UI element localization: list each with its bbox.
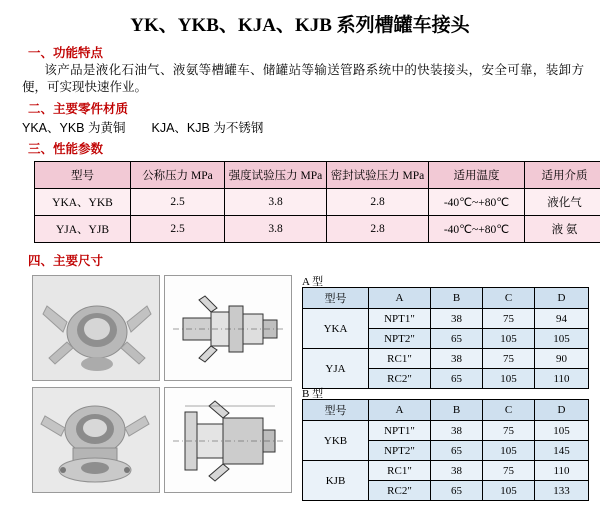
dimension-a-col-4: D	[535, 288, 589, 309]
dimension-b-r1-c4: 145	[535, 441, 589, 461]
performance-r1-c3: 2.8	[327, 216, 429, 243]
dimension-a-r2-c0: YJA	[303, 349, 369, 389]
section-heading-dimensions: 四、主要尺寸	[28, 254, 104, 268]
performance-r1-c0: YJA、YJB	[35, 216, 131, 243]
table-row	[35, 216, 600, 243]
dimension-b-r1-c3: 105	[483, 441, 535, 461]
dimension-table-b	[302, 399, 589, 501]
section-heading-features: 一、功能特点	[28, 46, 104, 60]
materials-right: KJA、KJB 为不锈钢	[151, 121, 264, 135]
page-title: YK、YKB、KJA、KJB 系列槽罐车接头	[130, 15, 470, 36]
dimension-a-r3-c1: RC2"	[369, 369, 431, 389]
table-row	[303, 309, 589, 329]
dimension-a-r0-c3: 75	[483, 309, 535, 329]
dimension-b-r2-c0: KJB	[303, 461, 369, 501]
coupling-photo-b-graphic	[33, 388, 160, 493]
performance-r1-c2: 3.8	[225, 216, 327, 243]
dimension-a-r1-c3: 105	[483, 329, 535, 349]
coupling-drawing-b-graphic	[165, 388, 292, 493]
product-drawing-b	[164, 387, 292, 493]
dimension-a-r3-c4: 110	[535, 369, 589, 389]
dimension-a-col-3: C	[483, 288, 535, 309]
performance-r1-c4: -40℃~+80℃	[429, 216, 525, 243]
dimension-a-r2-c1: RC1"	[369, 349, 431, 369]
dimension-b-r0-c3: 75	[483, 421, 535, 441]
materials-left: YKA、YKB 为黄铜	[22, 121, 126, 135]
dimension-b-header-row	[303, 400, 589, 421]
dimension-a-r2-c3: 75	[483, 349, 535, 369]
table-row	[303, 421, 589, 441]
dimension-a-r2-c2: 38	[431, 349, 483, 369]
dimension-a-r3-c3: 105	[483, 369, 535, 389]
section-heading-materials: 二、主要零件材质	[28, 102, 129, 116]
performance-header-row	[35, 162, 600, 189]
dimension-a-r1-c1: NPT2"	[369, 329, 431, 349]
performance-r1-c5: 液 氨	[525, 216, 600, 243]
dimension-b-col-0: 型号	[303, 400, 369, 421]
dimension-b-r2-c4: 110	[535, 461, 589, 481]
performance-r0-c3: 2.8	[327, 189, 429, 216]
dimension-b-r1-c1: NPT2"	[369, 441, 431, 461]
dimension-b-col-4: D	[535, 400, 589, 421]
dimension-b-col-2: B	[431, 400, 483, 421]
dimension-b-r3-c2: 65	[431, 481, 483, 501]
performance-col-2: 强度试验压力 MPa	[225, 162, 327, 189]
dimension-b-r3-c3: 105	[483, 481, 535, 501]
dimension-b-r3-c4: 133	[535, 481, 589, 501]
table-row	[35, 189, 600, 216]
dimension-b-r3-c1: RC2"	[369, 481, 431, 501]
dimension-a-r1-c2: 65	[431, 329, 483, 349]
dimension-b-r0-c4: 105	[535, 421, 589, 441]
dimension-a-r0-c4: 94	[535, 309, 589, 329]
features-text: 该产品是液化石油气、液氨等槽罐车、储罐站等输送管路系统中的快装接头，安全可靠，装卸方便，可实现快速作业。	[22, 63, 584, 94]
dimension-a-r0-c2: 38	[431, 309, 483, 329]
performance-r0-c1: 2.5	[131, 189, 225, 216]
product-photo-b	[32, 387, 160, 493]
dimension-b-r0-c1: NPT1"	[369, 421, 431, 441]
performance-r1-c1: 2.5	[131, 216, 225, 243]
dimension-a-header-row	[303, 288, 589, 309]
dimension-a-r0-c1: NPT1"	[369, 309, 431, 329]
coupling-photo-a-graphic	[33, 276, 160, 381]
table-row	[303, 461, 589, 481]
table-row	[303, 349, 589, 369]
performance-r0-c5: 液化气	[525, 189, 600, 216]
dimension-group-label-a: A 型	[302, 276, 324, 288]
dimension-b-r1-c2: 65	[431, 441, 483, 461]
performance-col-1: 公称压力 MPa	[131, 162, 225, 189]
dimension-b-r2-c1: RC1"	[369, 461, 431, 481]
product-photo-a	[32, 275, 160, 381]
dimension-a-col-1: A	[369, 288, 431, 309]
dimension-a-r1-c4: 105	[535, 329, 589, 349]
dimension-group-label-b: B 型	[302, 388, 324, 400]
dimension-table-a	[302, 287, 589, 389]
performance-r0-c2: 3.8	[225, 189, 327, 216]
dimension-a-r0-c0: YKA	[303, 309, 369, 349]
dimension-b-r0-c0: YKB	[303, 421, 369, 461]
dimensions-area	[10, 275, 590, 507]
performance-col-0: 型号	[35, 162, 131, 189]
dimension-b-r2-c3: 75	[483, 461, 535, 481]
coupling-drawing-a-graphic	[165, 276, 292, 381]
dimension-a-r2-c4: 90	[535, 349, 589, 369]
materials-line	[22, 118, 590, 136]
performance-r0-c4: -40℃~+80℃	[429, 189, 525, 216]
dimension-b-r2-c2: 38	[431, 461, 483, 481]
dimension-b-r0-c2: 38	[431, 421, 483, 441]
performance-r0-c0: YKA、YKB	[35, 189, 131, 216]
features-paragraph	[22, 62, 584, 96]
performance-table	[34, 161, 600, 243]
performance-col-3: 密封试验压力 MPa	[327, 162, 429, 189]
dimension-b-col-3: C	[483, 400, 535, 421]
product-drawing-a	[164, 275, 292, 381]
performance-col-5: 适用介质	[525, 162, 600, 189]
dimension-a-col-2: B	[431, 288, 483, 309]
section-heading-performance: 三、性能参数	[28, 142, 104, 156]
performance-col-4: 适用温度	[429, 162, 525, 189]
dimension-a-col-0: 型号	[303, 288, 369, 309]
dimension-a-r3-c2: 65	[431, 369, 483, 389]
dimension-b-col-1: A	[369, 400, 431, 421]
